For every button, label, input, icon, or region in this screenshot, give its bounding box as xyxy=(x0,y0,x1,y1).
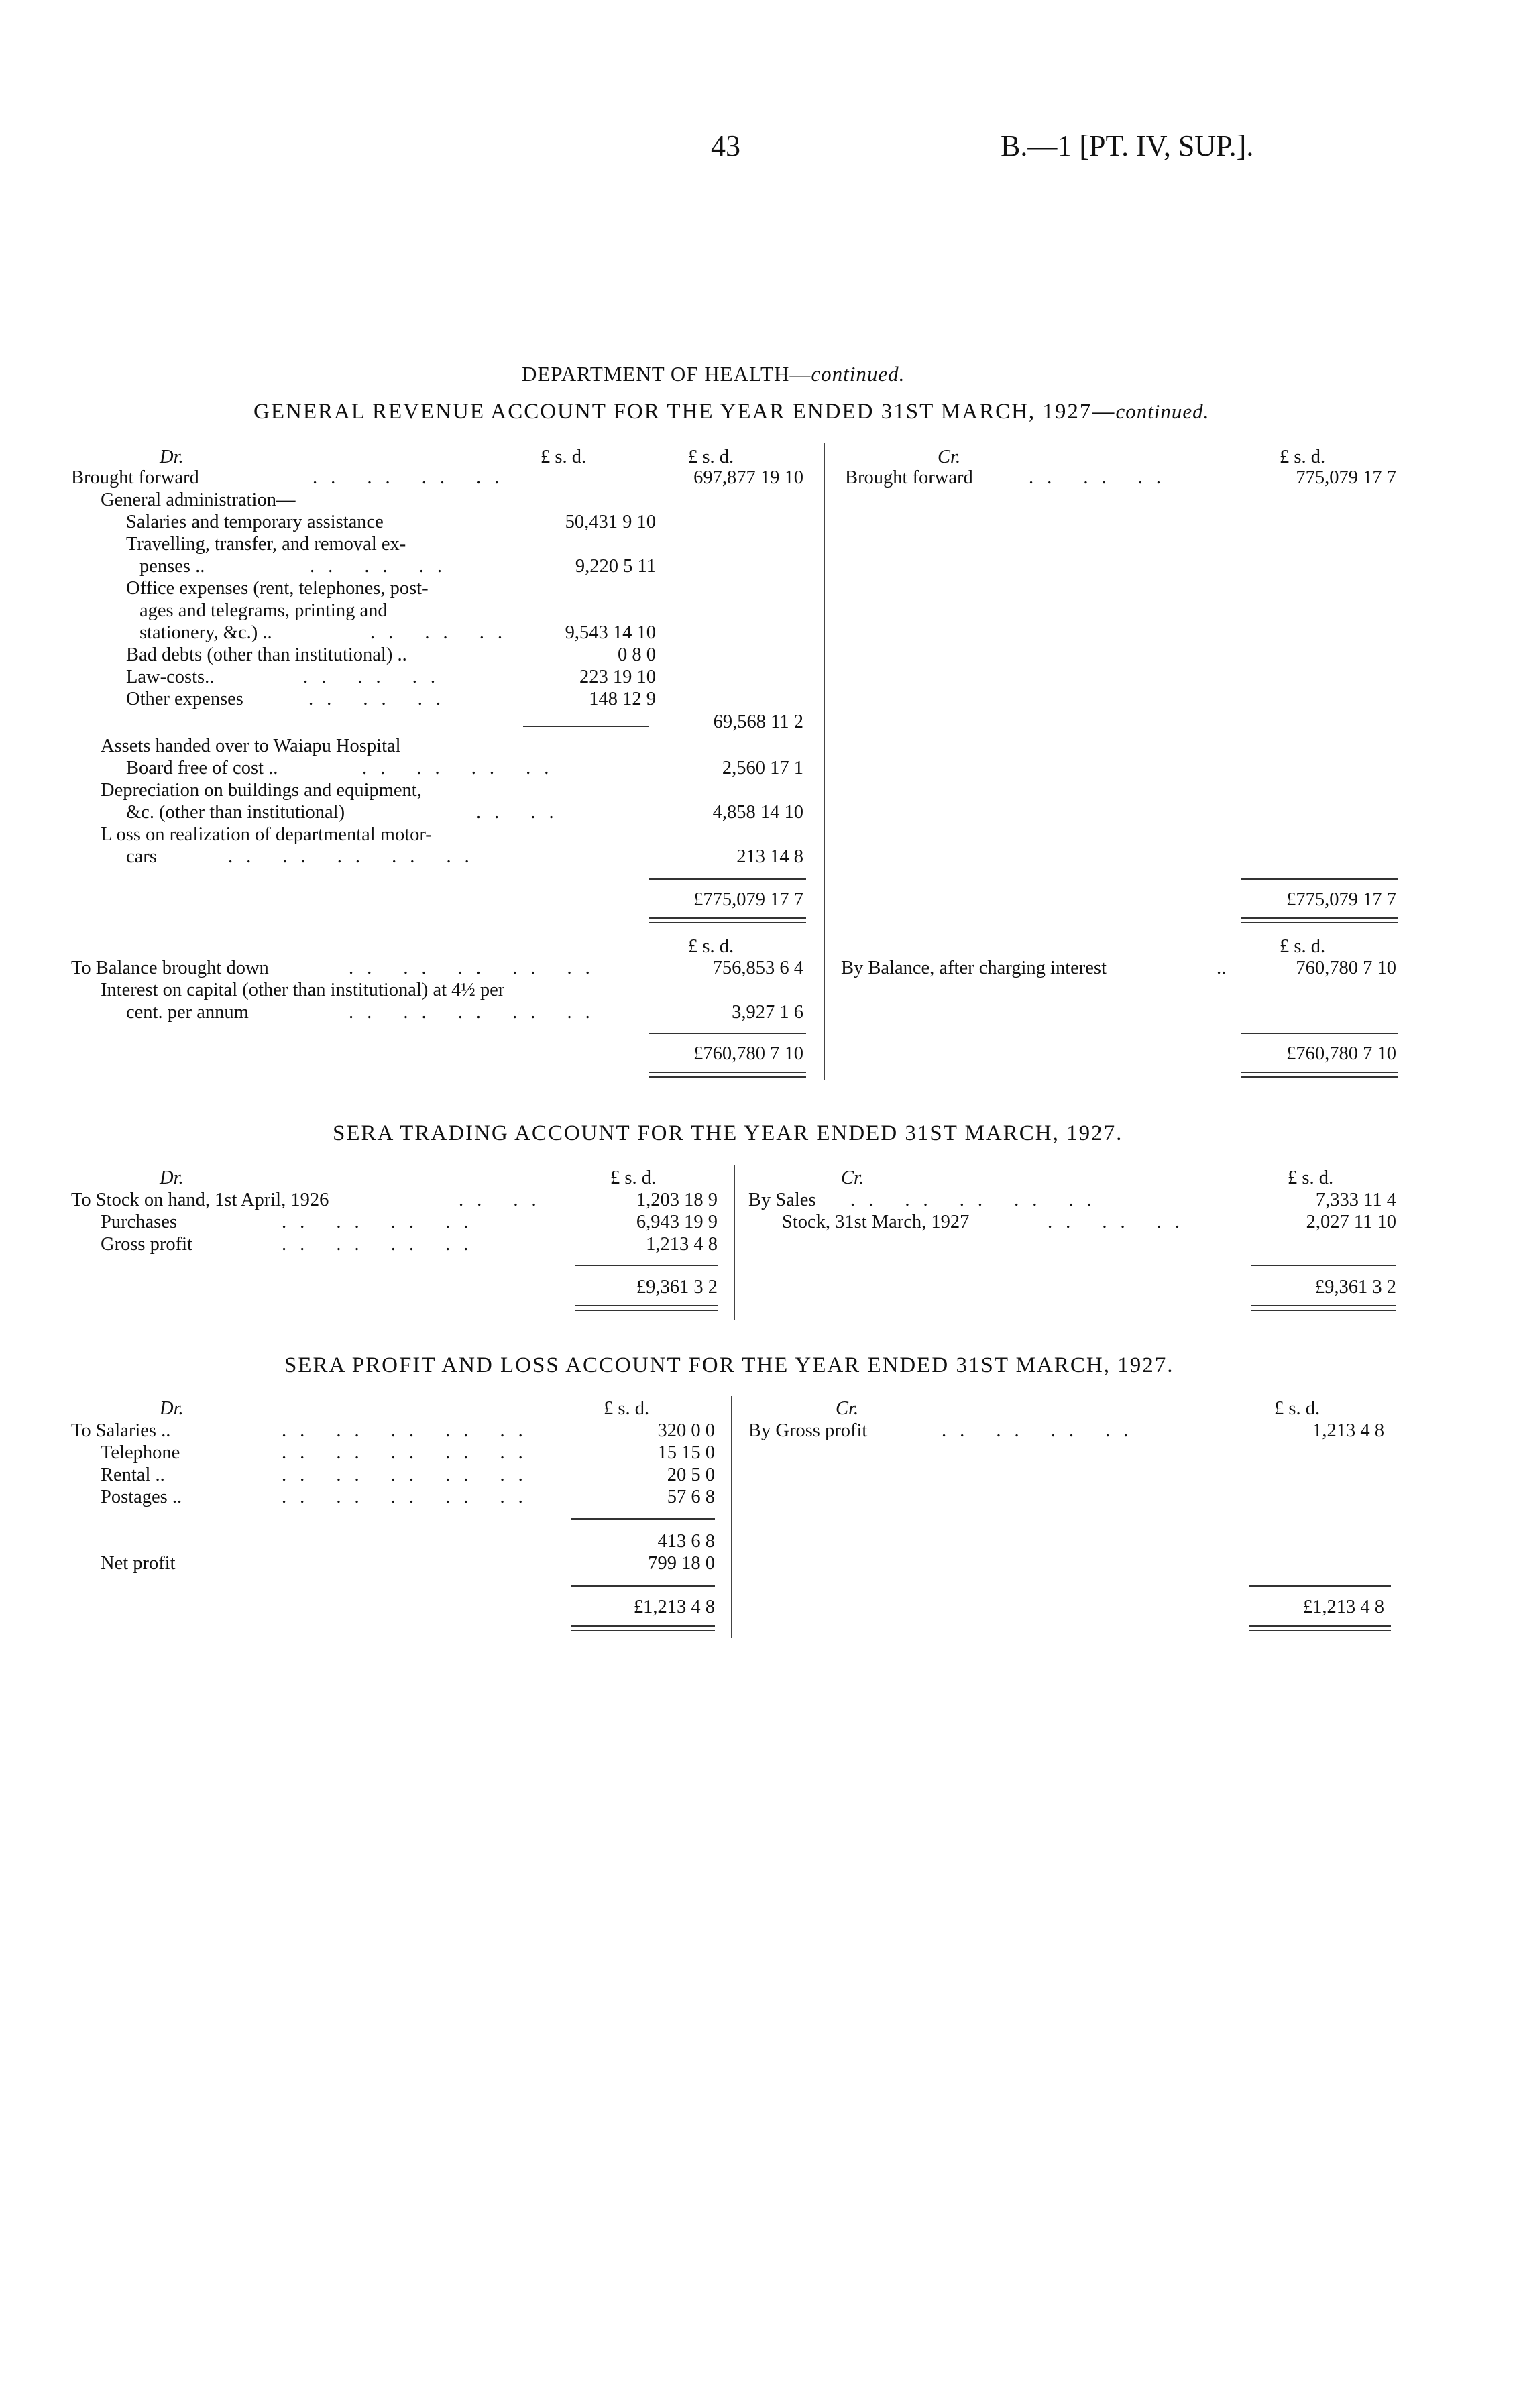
leader-dots: .. .. .. .. .. xyxy=(282,1442,537,1463)
sera-trading-title xyxy=(333,1121,1123,1146)
spl-cr-total: £1,213 4 8 xyxy=(1302,1597,1384,1617)
gra-total-double-rule xyxy=(649,917,806,923)
gra-office-line2: ages and telegrams, printing and xyxy=(139,600,388,621)
gra-office-line1: Office expenses (rent, telephones, post- xyxy=(126,578,429,599)
gra-cr-header: £ s. d. xyxy=(1280,447,1326,467)
leader-dots: .. .. .. .. .. xyxy=(850,1190,1105,1210)
gra-depreciation-line2: &c. (other than institutional) xyxy=(126,802,345,823)
gra-balance-total: £760,780 7 10 xyxy=(693,1043,803,1064)
spl-rental-amount: 20 5 0 xyxy=(667,1465,715,1485)
sta-dr-header: £ s. d. xyxy=(610,1167,657,1188)
gra-cr-balance-double-rule xyxy=(1241,1072,1398,1078)
sta-stock-label: To Stock on hand, 1st April, 1926 xyxy=(71,1190,329,1210)
gra-cr-total-double-rule xyxy=(1241,917,1398,923)
gra-total-rule xyxy=(649,878,806,880)
gra-general-admin-total: 69,568 11 2 xyxy=(713,711,803,732)
gra-loss-line2: cars xyxy=(126,846,157,867)
gra-cr-balance-header: £ s. d. xyxy=(1280,936,1326,957)
gra-waiapu-line1: Assets handed over to Waiapu Hospital xyxy=(101,736,401,756)
sta-sales-label: By Sales xyxy=(748,1190,816,1210)
leader-dots: .. .. .. .. xyxy=(362,758,563,779)
spl-dr-total: £1,213 4 8 xyxy=(633,1597,715,1617)
gra-general-admin-label: General administration— xyxy=(101,490,296,510)
gra-other-expenses-label: Other expenses xyxy=(126,689,243,709)
spl-cr-double-rule xyxy=(1249,1625,1391,1631)
gra-brought-forward-amount: 697,877 19 10 xyxy=(693,467,803,488)
spl-total-rule xyxy=(571,1585,715,1587)
spl-dr-label: Dr. xyxy=(160,1398,184,1419)
sta-cr-total: £9,361 3 2 xyxy=(1314,1277,1396,1298)
leader-dots: .. .. .. xyxy=(303,667,449,687)
gra-cr-label: Cr. xyxy=(938,447,961,467)
sta-cr-header: £ s. d. xyxy=(1288,1167,1334,1188)
sera-pl-title-text: SERA PROFIT AND LOSS ACCOUNT FOR THE YEAR ENDED 31ST MARCH, 1927. xyxy=(284,1353,1174,1377)
spl-postages-amount: 57 6 8 xyxy=(667,1487,715,1507)
sta-total-rule xyxy=(575,1265,718,1266)
leader-dots: .. xyxy=(1217,958,1227,978)
sta-purchases-label: Purchases xyxy=(101,1212,177,1232)
document-reference: B.—1 [PT. IV, SUP.]. xyxy=(1001,129,1254,162)
department-continued: continued. xyxy=(811,362,905,386)
sta-purchases-amount: 6,943 19 9 xyxy=(636,1212,718,1232)
sta-divider xyxy=(734,1165,735,1320)
gra-depreciation-amount: 4,858 14 10 xyxy=(712,802,803,823)
sta-sales-amount: 7,333 11 4 xyxy=(1315,1190,1396,1210)
gra-balance-brought-down-label: To Balance brought down xyxy=(71,958,269,978)
department-title: DEPARTMENT OF HEALTH— xyxy=(522,362,811,386)
general-revenue-continued: continued. xyxy=(1115,400,1210,423)
spl-postages-label: Postages .. xyxy=(101,1487,182,1507)
spl-salaries-amount: 320 0 0 xyxy=(657,1420,715,1441)
gra-cr-brought-forward-label: Brought forward xyxy=(845,467,973,488)
gra-balance-header: £ s. d. xyxy=(688,936,734,957)
leader-dots: .. .. .. .. xyxy=(282,1234,482,1255)
gra-cr-total-rule xyxy=(1241,878,1398,880)
gra-dr-total: £775,079 17 7 xyxy=(693,889,803,910)
gra-cr-brought-forward-amount: 775,079 17 7 xyxy=(1296,467,1396,488)
spl-divider xyxy=(731,1396,732,1638)
spl-net-profit-label: Net profit xyxy=(101,1553,176,1574)
sera-trading-title-text: SERA TRADING ACCOUNT FOR THE YEAR ENDED 31ST MARCH, 1927. xyxy=(333,1121,1123,1145)
sta-cr-label: Cr. xyxy=(841,1167,864,1188)
spl-telephone-amount: 15 15 0 xyxy=(657,1442,715,1463)
department-heading xyxy=(522,362,905,386)
gra-balance-double-rule xyxy=(649,1072,806,1078)
leader-dots: .. .. .. xyxy=(1048,1212,1193,1232)
leader-dots: .. .. .. xyxy=(310,556,455,577)
leader-dots: .. .. .. .. .. xyxy=(349,1002,604,1023)
spl-cr-total-rule xyxy=(1249,1585,1391,1587)
gra-other-expenses-amount: 148 12 9 xyxy=(589,689,656,709)
spl-gross-profit-amount: 1,213 4 8 xyxy=(1312,1420,1384,1441)
leader-dots: .. .. .. xyxy=(1029,467,1174,488)
spl-double-rule xyxy=(571,1625,715,1631)
spl-telephone-label: Telephone xyxy=(101,1442,180,1463)
general-revenue-title xyxy=(253,400,1209,424)
sta-stock-amount: 1,203 18 9 xyxy=(636,1190,718,1210)
gra-salaries-label: Salaries and temporary assistance xyxy=(126,512,384,532)
gra-cr-balance-label: By Balance, after charging interest xyxy=(841,958,1107,978)
leader-dots: .. .. .. .. .. xyxy=(282,1487,537,1507)
leader-dots: .. .. .. .. .. xyxy=(349,958,604,978)
sta-cr-total-rule xyxy=(1251,1265,1396,1266)
page-number: 43 xyxy=(711,129,740,162)
sta-cr-double-rule xyxy=(1251,1305,1396,1311)
leader-dots: .. .. xyxy=(459,1190,550,1210)
spl-gross-profit-label: By Gross profit xyxy=(748,1420,868,1441)
gra-dr-label: Dr. xyxy=(160,447,184,467)
sta-closing-stock-label: Stock, 31st March, 1927 xyxy=(782,1212,970,1232)
leader-dots: .. .. .. .. xyxy=(282,1212,482,1232)
gra-divider xyxy=(824,443,825,1080)
leader-dots: .. .. .. .. xyxy=(942,1420,1142,1441)
spl-salaries-label: To Salaries .. xyxy=(71,1420,171,1441)
gra-waiapu-line2: Board free of cost .. xyxy=(126,758,278,779)
spl-cr-header: £ s. d. xyxy=(1274,1398,1320,1419)
leader-dots: .. .. .. xyxy=(308,689,454,709)
gra-col2-header: £ s. d. xyxy=(688,447,734,467)
gra-loss-line1: L oss on realization of departmental motor- xyxy=(101,824,432,845)
sta-dr-label: Dr. xyxy=(160,1167,184,1188)
leader-dots: .. .. xyxy=(476,802,567,823)
gra-salaries-amount: 50,431 9 10 xyxy=(565,512,656,532)
sta-closing-stock-amount: 2,027 11 10 xyxy=(1306,1212,1396,1232)
spl-cr-label: Cr. xyxy=(836,1398,859,1419)
spl-subtotal-rule xyxy=(571,1518,715,1520)
gra-depreciation-line1: Depreciation on buildings and equipment, xyxy=(101,780,422,801)
gra-travel-line2: penses .. xyxy=(139,556,205,577)
gra-bad-debts-label: Bad debts (other than institutional) .. xyxy=(126,644,407,665)
gra-travel-amount: 9,220 5 11 xyxy=(575,556,656,577)
gra-office-amount: 9,543 14 10 xyxy=(565,622,656,643)
spl-net-profit-amount: 799 18 0 xyxy=(648,1553,715,1574)
general-revenue-title-text: GENERAL REVENUE ACCOUNT FOR THE YEAR ENDED 31ST MARCH, 1927— xyxy=(253,400,1116,424)
gra-waiapu-amount: 2,560 17 1 xyxy=(722,758,803,779)
gra-subtotal-rule xyxy=(523,726,649,727)
spl-subtotal: 413 6 8 xyxy=(657,1531,715,1552)
gra-cr-total: £775,079 17 7 xyxy=(1286,889,1396,910)
gra-balance-rule xyxy=(649,1033,806,1034)
gra-col1-header: £ s. d. xyxy=(541,447,587,467)
gra-cr-balance-total: £760,780 7 10 xyxy=(1286,1043,1396,1064)
sera-pl-title xyxy=(284,1353,1174,1378)
gra-interest-amount: 3,927 1 6 xyxy=(732,1002,803,1023)
gra-law-costs-amount: 223 19 10 xyxy=(579,667,656,687)
gra-office-line3: stationery, &c.) .. xyxy=(139,622,272,643)
spl-dr-header: £ s. d. xyxy=(604,1398,650,1419)
gra-brought-forward-label: Brought forward xyxy=(71,467,199,488)
gra-interest-line2: cent. per annum xyxy=(126,1002,249,1023)
leader-dots: .. .. .. .. .. xyxy=(228,846,483,867)
sta-double-rule xyxy=(575,1305,718,1311)
gra-balance-brought-down-amount: 756,853 6 4 xyxy=(712,958,803,978)
gra-travel-line1: Travelling, transfer, and removal ex- xyxy=(126,534,406,555)
leader-dots: .. .. .. .. .. xyxy=(282,1465,537,1485)
sta-gross-profit-amount: 1,213 4 8 xyxy=(646,1234,718,1255)
leader-dots: .. .. .. .. xyxy=(313,467,513,488)
spl-rental-label: Rental .. xyxy=(101,1465,165,1485)
gra-law-costs-label: Law-costs.. xyxy=(126,667,215,687)
sta-gross-profit-label: Gross profit xyxy=(101,1234,192,1255)
leader-dots: .. .. .. .. .. xyxy=(282,1420,537,1441)
sta-dr-total: £9,361 3 2 xyxy=(636,1277,718,1298)
gra-bad-debts-amount: 0 8 0 xyxy=(618,644,656,665)
gra-interest-line1: Interest on capital (other than institutional) at 4½ per xyxy=(101,980,505,1000)
gra-cr-balance-rule xyxy=(1241,1033,1398,1034)
gra-loss-amount: 213 14 8 xyxy=(736,846,803,867)
gra-cr-balance-amount: 760,780 7 10 xyxy=(1296,958,1396,978)
leader-dots: .. .. .. xyxy=(370,622,516,643)
